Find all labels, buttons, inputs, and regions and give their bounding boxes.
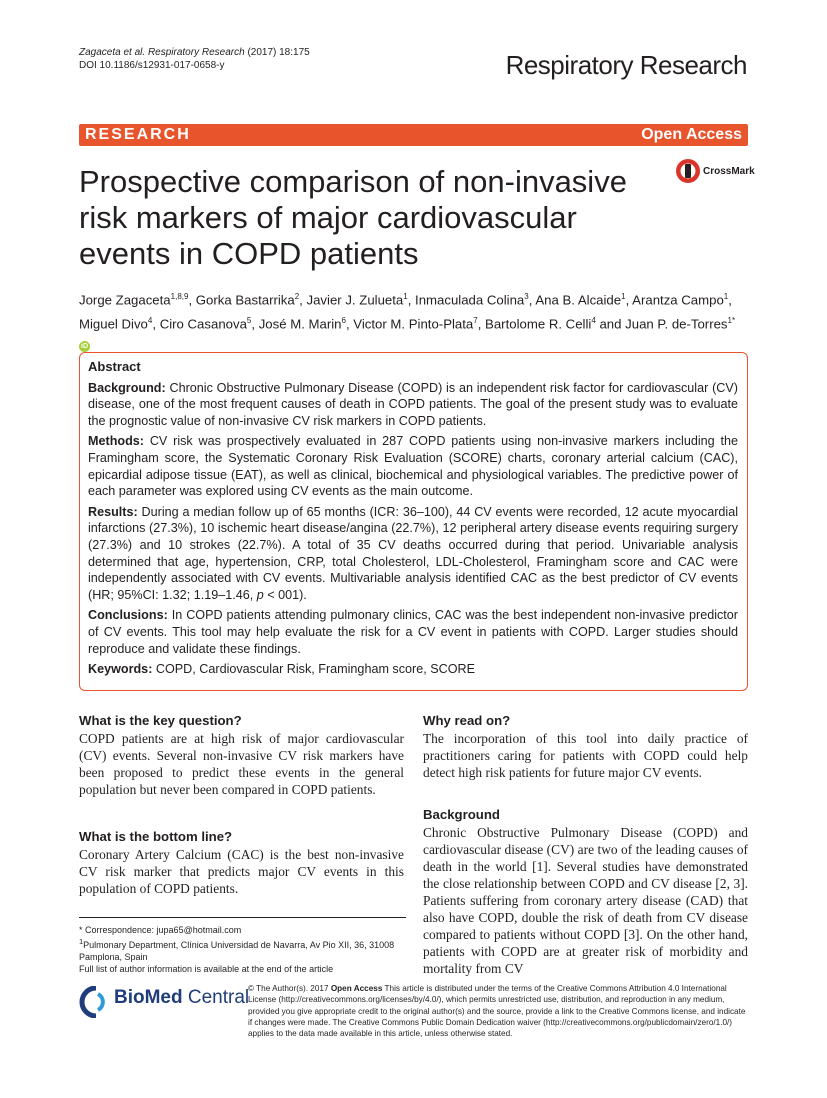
background-section (423, 806, 748, 977)
author[interactable]: Javier J. Zulueta (306, 292, 404, 308)
section-label: Background: (88, 380, 166, 395)
abstract-heading: Abstract (88, 359, 141, 374)
crossmark-label[interactable]: CrossMark (703, 166, 755, 177)
author[interactable]: Miguel Divo (79, 316, 148, 332)
authors-and: and (599, 316, 622, 332)
key-question-section (79, 712, 404, 798)
author[interactable]: Ana B. Alcaide (535, 292, 622, 308)
section-text: In COPD patients attending pulmonary clinics, CAC was the best independent non-invasive predictor of CV events. This tool may help evaluate the risk for a CV event in patients with COPD. Larger studies should reproduce and validate these findings. (88, 608, 738, 656)
license-text (248, 983, 748, 1039)
article-type-label: RESEARCH (85, 126, 191, 143)
author[interactable]: Jorge Zagaceta (79, 292, 171, 308)
affiliation-mark: 1* (727, 316, 736, 326)
author[interactable]: José M. Marin (258, 316, 342, 332)
crossmark-icon[interactable] (675, 158, 701, 184)
affiliation-mark: 2 (294, 292, 300, 301)
affiliation-mark: 7 (473, 316, 478, 326)
author[interactable]: Arantza Campo (632, 292, 724, 308)
why-read-heading: Why read on? (423, 713, 511, 728)
key-question-heading: What is the key question? (79, 713, 242, 728)
full-list-note: Full list of author information is available at the end of the article (79, 964, 334, 974)
affiliation-mark: 1,8,9 (170, 292, 189, 301)
article-type-banner (79, 124, 748, 146)
author[interactable]: Inmaculada Colina (415, 292, 525, 308)
citation-line (79, 46, 310, 59)
section-text: CV risk was prospectively evaluated in 287 COPD patients using non-invasive markers including the Framingham score, the Systematic Coronary Risk Evaluation (SCORE) charts, coronary arterial calcium (CAC), epicardial adipose tissue (EAT), as well as clinical, biochemical and physiological variables. The predictive power of each parameter was explored using CV events as the main outcome. (88, 434, 739, 499)
background-text: Chronic Obstructive Pulmonary Disease (COPD) and cardiovascular disease (CV) are two of the leading causes of death in the world [1]. Several studies have demonstrated the close relationship between COPD and CV disease [2, 3]. Patients suffering from coronary artery disease (CAD) that also have COPD, double the risk of death from CV disease compared to patients without COPD [3]. On the other hand, patients with COPD are at greater risk of morbidity and mortality from CV (423, 825, 748, 976)
author[interactable]: Juan P. de-Torres (625, 316, 728, 332)
abstract-methods (88, 433, 738, 499)
affiliation-footnote (79, 936, 409, 963)
orcid-icon[interactable]: iD (81, 342, 88, 350)
citation-year-volume: (2017) 18:175 (247, 47, 310, 58)
section-text: COPD, Cardiovascular Risk, Framingham score, SCORE (155, 662, 476, 677)
key-question-text: COPD patients are at high risk of major cardiovascular (CV) events. Several non-invasive CV risk markers have been proposed to predict these events in the general population but never been compared in COPD patients. (79, 731, 404, 797)
section-text: Chronic Obstructive Pulmonary Disease (COPD) is an independent risk factor for cardiovascular (CV) disease, one of the most frequent causes of death in COPD patients. The goal of the present study was to evaluate the prognostic value of non-invasive CV risk markers in COPD patients. (88, 380, 738, 428)
copyright: © The Author(s). 2017 (248, 984, 329, 993)
bottom-line-heading: What is the bottom line? (79, 829, 233, 844)
affiliation-mark: 1 (403, 292, 408, 301)
biomed-central-logo-icon (79, 986, 113, 1018)
author-list: Jorge Zagaceta$^{1,8,9}$, Gorka Bastarrika$^2$, Javier J. Zulueta$^1$, Inmaculada Colina$^3$, Ana B. Alcaide$^1$, Arantza Campo$^1$, Miguel Divo$^4$, Ciro Casanova$^5$, José M. Marin$^6$, Victor M. Pinto-Plata$^7$, Bartolome R. Celli$^4$ and Juan P. de-Torres$^{1*}$ iD (79, 292, 736, 350)
why-read-text: The incorporation of this tool into daily practice of practitioners caring for patients with COPD could help detect high risk patients for future major CV events. (423, 731, 748, 780)
author[interactable]: Bartolome R. Celli (485, 316, 592, 332)
affiliation-mark: 5 (246, 316, 252, 326)
affiliation-mark: 3 (524, 292, 529, 301)
citation-journal: Respiratory Research (147, 47, 245, 58)
affiliation-mark: 4 (147, 316, 153, 326)
author[interactable]: Ciro Casanova (159, 316, 247, 332)
section-label: Conclusions: (88, 608, 168, 623)
citation-authors: Zagaceta et al. (79, 47, 146, 58)
p-symbol: p (256, 587, 264, 602)
correspondence[interactable]: * Correspondence: jupa65@hotmail.com (79, 925, 242, 935)
abstract-keywords (88, 661, 738, 678)
citation-block (79, 46, 310, 72)
doi[interactable]: DOI 10.1186/s12931-017-0658-y (79, 60, 225, 71)
section-text: During a median follow up of 65 months (ICR: 36–100), 44 CV events were recorded, 12 acute myocardial infarctions (27.3%), 10 ischemic heart disease/angina (22.7%), 12 peripheral artery disease events requiring surgery (27.3%) and 10 strokes (22.7%). A total of 35 CV deaths occurred during that period. Univariable analysis determined that age, hypertension, CRP, total Cholesterol, LDL-Cholesterol, Framingham score and CAC were independently associated with CV events. Multivariable analysis identified CAC as the best predictor of CV events (HR; 95%CI: 1.32; 1.19–1.46, (88, 504, 739, 602)
footnote (79, 924, 409, 975)
bottom-line-text: Coronary Artery Calcium (CAC) is the best non-invasive CV risk marker that predicts major CV events in this population of COPD patients. (79, 847, 404, 896)
affiliation-mark: 4 (591, 316, 596, 326)
abstract-conclusions (88, 607, 738, 657)
footnote-divider (79, 917, 406, 918)
section-label: Methods: (88, 434, 144, 449)
publisher-name-a: BioMed (114, 987, 183, 1008)
section-label: Results: (88, 504, 138, 519)
open-access-label[interactable]: Open Access (641, 126, 742, 143)
affiliation-mark: 1 (621, 292, 626, 301)
background-heading: Background (423, 807, 500, 822)
why-read-section (423, 712, 748, 781)
journal-name: Respiratory Research (505, 50, 747, 80)
abstract-background (88, 380, 738, 430)
publisher-name-b: Central (182, 987, 250, 1008)
license-open-access: Open Access (330, 984, 383, 993)
article-title: Prospective comparison of non-invasive risk markers of major cardiovascular events in COPD patients (79, 164, 627, 271)
affiliation-mark: 6 (341, 316, 346, 326)
author[interactable]: Victor M. Pinto-Plata (353, 316, 474, 332)
affiliation-mark: 1 (723, 292, 729, 301)
license-body: This article is distributed under the terms of the Creative Commons Attribution 4.0 International License (http://creativecommons.org/licenses/by/4.0/), which permits unrestricted use, distribution, and reproduction in any medium, provided you give appropriate credit to the original author(s) and the source, provide a link to the Creative Commons license, and indicate if changes were made. The Creative Commons Public Domain Dedication waiver (http://creativecommons.org/publicdomain/zero/1.0/) applies to the data made available in this article, unless otherwise stated. (248, 984, 746, 1039)
bottom-line-section (79, 828, 404, 897)
section-label: Keywords: (88, 662, 153, 677)
affiliation-mark: 1 (79, 937, 84, 946)
publisher-name (114, 987, 249, 1009)
section-text: < 001). (267, 587, 307, 602)
abstract-results (88, 504, 738, 604)
abstract-box (79, 352, 748, 691)
author[interactable]: Gorka Bastarrika (195, 292, 295, 308)
affiliation-text: Pulmonary Department, Clínica Universidad de Navarra, Av Pio XII, 36, 31008 Pamplona, Spain (79, 940, 395, 962)
